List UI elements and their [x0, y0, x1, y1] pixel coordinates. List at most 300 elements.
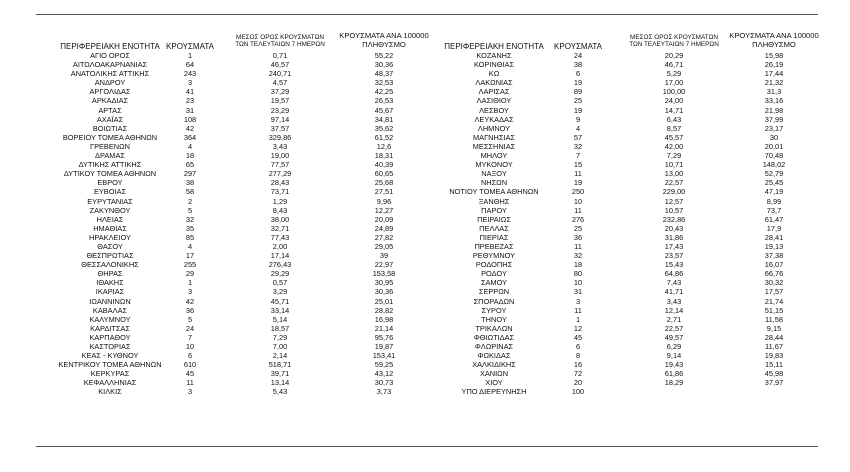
- avg-cell: 3,43: [666, 296, 682, 306]
- cases-cell: 4: [187, 241, 193, 251]
- cases-cell: 4: [187, 141, 193, 151]
- region-cell: ΜΗΛΟΥ: [480, 151, 508, 161]
- avg-cell: 12,57: [664, 196, 684, 206]
- avg-cell: 13,14: [270, 378, 290, 388]
- cases-cell: 297: [183, 169, 197, 179]
- region-cell: ΛΕΣΒΟΥ: [479, 105, 509, 115]
- cases-cell: 64: [185, 60, 195, 70]
- right-header-per100k-line1: ΚΡΟΥΣΜΑΤΑ ΑΝΑ 100000: [729, 31, 819, 40]
- region-cell: ΤΡΙΚΑΛΩΝ: [475, 323, 513, 333]
- region-cell: ΣΑΜΟΥ: [480, 278, 508, 288]
- per100k-cell: 17,57: [764, 287, 784, 297]
- cases-cell: 32: [185, 214, 195, 224]
- region-cell: ΓΡΕΒΕΝΩΝ: [90, 141, 130, 151]
- region-cell: ΤΗΝΟΥ: [481, 314, 507, 324]
- region-cell: ΠΕΛΛΑΣ: [479, 223, 509, 233]
- region-cell: ΒΟΡΕΙΟΥ ΤΟΜΕΑ ΑΘΗΝΩΝ: [62, 132, 158, 142]
- per100k-cell: 30,36: [374, 60, 394, 70]
- avg-cell: 0,71: [272, 51, 288, 60]
- avg-cell: 7,00: [272, 342, 288, 351]
- avg-cell: 23,57: [664, 251, 684, 261]
- avg-cell: 8,43: [272, 205, 288, 215]
- cases-cell: 3: [187, 78, 193, 88]
- per100k-cell: 21,14: [374, 323, 394, 333]
- per100k-cell: 61,47: [764, 214, 784, 224]
- per100k-cell: 60,65: [374, 169, 394, 179]
- right-header-avg-line2: ΤΩΝ ΤΕΛΕΥΤΑΙΩΝ 7 ΗΜΕΡΩΝ: [629, 41, 719, 48]
- region-cell: ΗΡΑΚΛΕΙΟΥ: [89, 232, 131, 242]
- cases-cell: 243: [183, 69, 197, 79]
- per100k-cell: 31,3: [766, 87, 782, 97]
- per100k-cell: 61,52: [374, 132, 394, 142]
- per100k-cell: 20,09: [374, 214, 394, 224]
- avg-cell: 19,57: [270, 96, 290, 106]
- right-header-region: ΠΕΡΙΦΕΡΕΙΑΚΗ ΕΝΟΤΗΤΑ: [444, 42, 544, 51]
- avg-cell: 17,14: [270, 251, 290, 261]
- per100k-cell: 37,99: [764, 114, 784, 124]
- per100k-cell: 21,32: [764, 78, 784, 88]
- avg-cell: 7,29: [666, 151, 682, 161]
- avg-cell: 14,71: [664, 105, 684, 115]
- avg-cell: 17,00: [664, 78, 684, 88]
- region-cell: ΚΟΡΙΝΘΙΑΣ: [473, 60, 515, 70]
- cases-cell: 32: [573, 251, 583, 261]
- per100k-cell: 30,73: [374, 378, 394, 388]
- region-cell: ΠΕΙΡΑΙΩΣ: [477, 214, 511, 224]
- per100k-cell: 18,31: [374, 151, 394, 161]
- per100k-cell: 33,16: [764, 96, 784, 106]
- region-cell: ΘΑΣΟΥ: [97, 241, 123, 251]
- region-cell: ΗΛΕΙΑΣ: [96, 214, 124, 224]
- per100k-cell: 21,98: [764, 105, 784, 115]
- cases-cell: 25: [573, 96, 583, 106]
- per100k-cell: 9,96: [376, 196, 392, 206]
- per100k-cell: 24,89: [374, 223, 394, 233]
- cases-cell: 80: [573, 269, 583, 279]
- region-cell: ΖΑΚΥΝΘΟΥ: [89, 205, 131, 215]
- per100k-cell: 16,07: [764, 260, 784, 270]
- avg-cell: 6,29: [666, 342, 682, 351]
- avg-cell: 3,43: [272, 141, 288, 151]
- avg-cell: 277,29: [268, 169, 292, 179]
- avg-cell: 39,71: [270, 369, 290, 379]
- avg-cell: 6,43: [666, 114, 682, 124]
- per100k-cell: 39: [379, 251, 389, 261]
- region-cell: ΡΟΔΟΠΗΣ: [475, 260, 513, 270]
- region-cell: ΥΠΟ ΔΙΕΡΕΥΝΗΣΗ: [461, 387, 527, 397]
- avg-cell: 46,57: [270, 60, 290, 70]
- avg-cell: 28,43: [270, 178, 290, 188]
- region-cell: ΛΑΚΩΝΙΑΣ: [475, 78, 513, 88]
- cases-cell: 36: [573, 232, 583, 242]
- per100k-cell: 28,41: [764, 232, 784, 242]
- cases-cell: 72: [573, 369, 583, 379]
- right-header-per100k-line2: ΠΛΗΘΥΣΜΟ: [752, 39, 796, 49]
- region-cell: ΠΡΕΒΕΖΑΣ: [474, 241, 514, 251]
- per100k-cell: 16,98: [374, 314, 394, 324]
- per100k-cell: 3,73: [376, 387, 392, 397]
- left-header-avg-line1: ΜΕΣΟΣ ΟΡΟΣ ΚΡΟΥΣΜΑΤΩΝ: [236, 34, 324, 41]
- cases-cell: 29: [185, 269, 195, 279]
- cases-cell: 85: [185, 232, 195, 242]
- left-header-avg-line2: ΤΩΝ ΤΕΛΕΥΤΑΙΩΝ 7 ΗΜΕΡΩΝ: [235, 41, 325, 48]
- avg-cell: 20,29: [664, 51, 684, 60]
- bottom-rule: [36, 446, 818, 447]
- cases-cell: 17: [185, 251, 195, 261]
- per100k-cell: 51,15: [764, 305, 784, 315]
- cases-cell: 15: [573, 160, 583, 170]
- cases-cell: 36: [185, 305, 195, 315]
- region-cell: ΦΘΙΩΤΙΔΑΣ: [473, 332, 515, 342]
- avg-cell: 22,57: [664, 323, 684, 333]
- cases-cell: 364: [183, 132, 197, 142]
- region-cell: ΘΗΡΑΣ: [97, 269, 123, 279]
- region-cell: ΑΡΚΑΔΙΑΣ: [91, 96, 129, 106]
- avg-cell: 64,86: [664, 269, 684, 279]
- cases-cell: 2: [187, 196, 193, 206]
- cases-cell: 100: [571, 387, 585, 397]
- region-cell: ΞΑΝΘΗΣ: [478, 196, 510, 206]
- region-cell: ΑΡΤΑΣ: [98, 105, 122, 115]
- region-cell: ΣΠΟΡΑΔΩΝ: [473, 296, 515, 306]
- per100k-cell: 30,95: [374, 278, 394, 288]
- cases-cell: 24: [185, 323, 195, 333]
- per100k-cell: 40,39: [374, 160, 394, 170]
- per100k-cell: 32,53: [374, 78, 394, 88]
- avg-cell: 32,71: [270, 223, 290, 233]
- region-cell: ΑΡΓΟΛΙΔΑΣ: [89, 87, 131, 97]
- avg-cell: 10,71: [664, 160, 684, 170]
- cases-cell: 10: [185, 342, 195, 351]
- region-cell: ΗΜΑΘΙΑΣ: [93, 223, 127, 233]
- right-header-avg: [622, 34, 726, 48]
- per100k-cell: 11,67: [765, 342, 783, 351]
- cases-cell: 89: [573, 87, 583, 97]
- avg-cell: 276,43: [268, 260, 292, 270]
- per100k-cell: 66,76: [764, 269, 784, 279]
- avg-cell: 4,57: [272, 78, 288, 88]
- left-header-cases: ΚΡΟΥΣΜΑΤΑ: [166, 42, 214, 51]
- region-cell: ΦΛΩΡΙΝΑΣ: [474, 342, 514, 351]
- region-cell: ΛΑΡΙΣΑΣ: [478, 87, 510, 97]
- per100k-cell: 25,68: [374, 178, 394, 188]
- region-cell: ΚΕΡΚΥΡΑΣ: [90, 369, 130, 379]
- cases-cell: 11: [574, 169, 582, 179]
- region-cell: ΚΕΝΤΡΙΚΟΥ ΤΟΜΕΑ ΑΘΗΝΩΝ: [58, 360, 162, 370]
- cases-cell: 10: [573, 278, 583, 288]
- region-cell: ΘΕΣΠΡΩΤΙΑΣ: [86, 251, 134, 261]
- region-cell: ΝΗΣΩΝ: [480, 178, 508, 188]
- cases-cell: 57: [573, 132, 583, 142]
- avg-cell: 22,57: [664, 178, 684, 188]
- cases-cell: 1: [187, 51, 193, 60]
- region-cell: ΑΓΙΟ ΟΡΟΣ: [90, 51, 130, 60]
- cases-cell: 32: [573, 141, 583, 151]
- per100k-cell: 43,12: [374, 369, 394, 379]
- cases-cell: 65: [185, 160, 195, 170]
- avg-cell: 31,86: [664, 232, 684, 242]
- cases-cell: 108: [183, 114, 197, 124]
- avg-cell: 37,29: [270, 87, 290, 97]
- region-cell: ΠΙΕΡΙΑΣ: [479, 232, 509, 242]
- cases-cell: 45: [573, 332, 583, 342]
- region-cell: ΑΙΤΩΛΟΑΚΑΡΝΑΝΙΑΣ: [72, 60, 148, 70]
- per100k-cell: 95,76: [374, 332, 394, 342]
- region-cell: ΣΥΡΟΥ: [481, 305, 507, 315]
- avg-cell: 15,43: [664, 260, 684, 270]
- region-cell: ΜΑΓΝΗΣΙΑΣ: [473, 132, 515, 142]
- avg-cell: 23,29: [270, 105, 290, 115]
- cases-cell: 12: [573, 323, 583, 333]
- avg-cell: 2,00: [272, 241, 288, 251]
- per100k-cell: 27,82: [374, 232, 394, 242]
- region-cell: ΝΟΤΙΟΥ ΤΟΜΕΑ ΑΘΗΝΩΝ: [449, 187, 539, 197]
- cases-cell: 5: [187, 314, 193, 324]
- avg-cell: 37,57: [270, 123, 290, 133]
- region-cell: ΑΧΑΪΑΣ: [96, 114, 124, 124]
- avg-cell: 232,86: [662, 214, 686, 224]
- region-cell: ΚΑΒΑΛΑΣ: [92, 305, 128, 315]
- per100k-cell: 26,19: [764, 60, 784, 70]
- per100k-cell: 19,87: [374, 342, 394, 351]
- avg-cell: 229,00: [662, 187, 686, 197]
- avg-cell: 29,29: [270, 269, 290, 279]
- per100k-cell: 42,25: [374, 87, 394, 97]
- avg-cell: 13,00: [664, 169, 684, 179]
- cases-cell: 5: [187, 205, 193, 215]
- per100k-cell: 8,99: [766, 196, 782, 206]
- avg-cell: 45,57: [664, 132, 684, 142]
- cases-cell: 1: [187, 278, 193, 288]
- region-cell: ΛΕΥΚΑΔΑΣ: [474, 114, 514, 124]
- avg-cell: 518,71: [268, 360, 292, 370]
- cases-cell: 255: [183, 260, 197, 270]
- cases-cell: 4: [575, 123, 581, 133]
- cases-cell: 3: [187, 287, 193, 297]
- cases-cell: 58: [185, 187, 195, 197]
- per100k-cell: 30,36: [374, 287, 394, 297]
- cases-cell: 41: [185, 87, 195, 97]
- cases-cell: 18: [185, 151, 195, 161]
- per100k-cell: 27,51: [374, 187, 394, 197]
- per100k-cell: 148,02: [762, 160, 786, 170]
- per100k-cell: 28,44: [764, 332, 784, 342]
- cases-cell: 610: [183, 360, 197, 370]
- left-header-avg: [230, 34, 330, 48]
- region-cell: ΔΡΑΜΑΣ: [95, 151, 125, 161]
- avg-cell: 20,43: [664, 223, 684, 233]
- left-header-per100k-line1: ΚΡΟΥΣΜΑΤΑ ΑΝΑ 100000: [339, 31, 429, 40]
- per100k-cell: 37,38: [764, 251, 784, 261]
- per100k-cell: 22,97: [374, 260, 394, 270]
- per100k-cell: 15,11: [765, 360, 783, 370]
- per100k-cell: 12,6: [376, 141, 392, 151]
- cases-cell: 19: [573, 178, 583, 188]
- per100k-cell: 153,58: [372, 269, 396, 279]
- per100k-cell: 47,19: [764, 187, 784, 197]
- region-cell: ΛΑΣΙΘΙΟΥ: [476, 96, 512, 106]
- per100k-cell: 52,79: [764, 169, 784, 179]
- cases-cell: 19: [573, 78, 583, 88]
- region-cell: ΜΥΚΟΝΟΥ: [475, 160, 513, 170]
- region-cell: ΚΑΣΤΟΡΙΑΣ: [89, 342, 131, 351]
- cases-cell: 16: [573, 360, 583, 370]
- avg-cell: 7,43: [666, 278, 682, 288]
- right-header-avg-line1: ΜΕΣΟΣ ΟΡΟΣ ΚΡΟΥΣΜΑΤΩΝ: [630, 34, 718, 41]
- per100k-cell: 15,98: [764, 51, 784, 60]
- region-cell: ΚΑΡΔΙΤΣΑΣ: [90, 323, 130, 333]
- avg-cell: 240,71: [268, 69, 292, 79]
- region-cell: ΕΒΡΟΥ: [97, 178, 123, 188]
- cases-cell: 1: [575, 314, 581, 324]
- avg-cell: 2,14: [272, 351, 288, 361]
- avg-cell: 3,29: [272, 287, 288, 297]
- avg-cell: 18,57: [270, 323, 290, 333]
- cases-cell: 25: [573, 223, 583, 233]
- cases-cell: 10: [573, 196, 583, 206]
- per100k-cell: 30: [769, 132, 779, 142]
- avg-cell: 33,14: [270, 305, 290, 315]
- per100k-cell: 23,17: [764, 123, 784, 133]
- avg-cell: 10,57: [664, 205, 684, 215]
- avg-cell: 46,71: [664, 60, 684, 70]
- avg-cell: 77,43: [270, 232, 290, 242]
- avg-cell: 5,43: [272, 387, 288, 397]
- cases-cell: 6: [575, 342, 581, 351]
- avg-cell: 8,57: [666, 123, 682, 133]
- avg-cell: 5,29: [666, 69, 682, 79]
- avg-cell: 45,71: [270, 296, 290, 306]
- region-cell: ΚΑΛΥΜΝΟΥ: [89, 314, 131, 324]
- cases-cell: 11: [574, 241, 582, 251]
- per100k-cell: 37,97: [764, 378, 784, 388]
- avg-cell: 41,71: [664, 287, 684, 297]
- avg-cell: 18,29: [664, 378, 684, 388]
- region-cell: ΦΩΚΙΔΑΣ: [477, 351, 511, 361]
- avg-cell: 73,71: [270, 187, 290, 197]
- cases-cell: 6: [575, 69, 581, 79]
- region-cell: ΡΟΔΟΥ: [481, 269, 507, 279]
- cases-cell: 7: [187, 332, 193, 342]
- region-cell: ΔΥΤΙΚΟΥ ΤΟΜΕΑ ΑΘΗΝΩΝ: [63, 169, 157, 179]
- region-cell: ΠΑΡΟΥ: [481, 205, 507, 215]
- cases-cell: 19: [573, 105, 583, 115]
- cases-cell: 3: [187, 387, 193, 397]
- region-cell: ΚΑΡΠΑΘΟΥ: [89, 332, 131, 342]
- per100k-cell: 35,62: [374, 123, 394, 133]
- region-cell: ΙΚΑΡΙΑΣ: [95, 287, 125, 297]
- region-cell: ΡΕΘΥΜΝΟΥ: [472, 251, 516, 261]
- region-cell: ΧΙΟΥ: [485, 378, 503, 388]
- region-cell: ΣΕΡΡΩΝ: [478, 287, 510, 297]
- per100k-cell: 55,22: [374, 51, 394, 60]
- avg-cell: 38,00: [270, 214, 290, 224]
- per100k-cell: 21,74: [764, 296, 784, 306]
- per100k-cell: 19,13: [764, 241, 784, 251]
- region-cell: ΑΝΑΤΟΛΙΚΗΣ ΑΤΤΙΚΗΣ: [70, 69, 150, 79]
- avg-cell: 7,29: [272, 332, 288, 342]
- cases-cell: 35: [185, 223, 195, 233]
- region-cell: ΚΕΦΑΛΛΗΝΙΑΣ: [83, 378, 137, 388]
- avg-cell: 12,14: [664, 305, 684, 315]
- cases-cell: 24: [573, 51, 583, 60]
- region-cell: ΙΩΑΝΝΙΝΩΝ: [89, 296, 131, 306]
- avg-cell: 9,14: [666, 351, 682, 361]
- region-cell: ΛΗΜΝΟΥ: [477, 123, 511, 133]
- per100k-cell: 34,81: [374, 114, 394, 124]
- avg-cell: 5,14: [272, 314, 288, 324]
- region-cell: ΕΥΡΥΤΑΝΙΑΣ: [87, 196, 133, 206]
- region-cell: ΘΕΣΣΑΛΟΝΙΚΗΣ: [81, 260, 139, 270]
- cases-cell: 38: [573, 60, 583, 70]
- per100k-cell: 45,67: [374, 105, 394, 115]
- per100k-cell: 19,83: [764, 351, 784, 361]
- cases-cell: 3: [575, 296, 581, 306]
- region-cell: ΔΥΤΙΚΗΣ ΑΤΤΙΚΗΣ: [78, 160, 142, 170]
- cases-cell: 38: [185, 178, 195, 188]
- region-cell: ΜΕΣΣΗΝΙΑΣ: [472, 141, 516, 151]
- per100k-cell: 48,37: [374, 69, 394, 79]
- per100k-cell: 30,32: [764, 278, 784, 288]
- avg-cell: 2,71: [666, 314, 682, 324]
- left-header-region: ΠΕΡΙΦΕΡΕΙΑΚΗ ΕΝΟΤΗΤΑ: [60, 42, 160, 51]
- per100k-cell: 20,01: [764, 141, 784, 151]
- region-cell: ΕΥΒΟΙΑΣ: [93, 187, 127, 197]
- region-cell: ΚΙΛΚΙΣ: [98, 387, 122, 397]
- avg-cell: 77,57: [270, 160, 290, 170]
- region-cell: ΑΝΔΡΟΥ: [94, 78, 126, 88]
- right-header-per100k: [718, 32, 830, 49]
- region-cell: ΚΕΑΣ - ΚΥΘΝΟΥ: [81, 351, 139, 361]
- region-cell: ΧΑΛΚΙΔΙΚΗΣ: [472, 360, 516, 370]
- per100k-cell: 45,98: [764, 369, 784, 379]
- cases-cell: 45: [185, 369, 195, 379]
- avg-cell: 329,86: [268, 132, 292, 142]
- cases-cell: 11: [186, 378, 194, 388]
- region-cell: ΧΑΝΙΩΝ: [479, 369, 509, 379]
- cases-cell: 6: [187, 351, 193, 361]
- per100k-cell: 29,05: [374, 241, 394, 251]
- region-cell: ΚΩ: [488, 69, 500, 79]
- region-cell: ΝΑΞΟΥ: [481, 169, 507, 179]
- per100k-cell: 12,27: [374, 205, 394, 215]
- avg-cell: 19,43: [664, 360, 684, 370]
- per100k-cell: 26,53: [374, 96, 394, 106]
- top-rule: [36, 14, 818, 15]
- cases-cell: 8: [575, 351, 581, 361]
- cases-cell: 42: [185, 296, 195, 306]
- cases-cell: 31: [573, 287, 583, 297]
- per100k-cell: 17,44: [764, 69, 784, 79]
- per100k-cell: 9,15: [766, 323, 782, 333]
- per100k-cell: 153,41: [372, 351, 396, 361]
- right-header-cases: ΚΡΟΥΣΜΑΤΑ: [554, 42, 602, 51]
- per100k-cell: 11,58: [765, 314, 783, 324]
- cases-cell: 11: [574, 305, 582, 315]
- avg-cell: 17,43: [664, 241, 684, 251]
- region-cell: ΙΘΑΚΗΣ: [96, 278, 124, 288]
- cases-cell: 31: [185, 105, 195, 115]
- cases-cell: 276: [571, 214, 585, 224]
- avg-cell: 42,00: [664, 141, 684, 151]
- cases-cell: 7: [575, 151, 581, 161]
- avg-cell: 0,57: [272, 278, 288, 288]
- avg-cell: 49,57: [664, 332, 684, 342]
- avg-cell: 97,14: [270, 114, 290, 124]
- cases-cell: 20: [573, 378, 583, 388]
- region-cell: ΒΟΙΩΤΙΑΣ: [92, 123, 128, 133]
- avg-cell: 19,00: [270, 151, 290, 161]
